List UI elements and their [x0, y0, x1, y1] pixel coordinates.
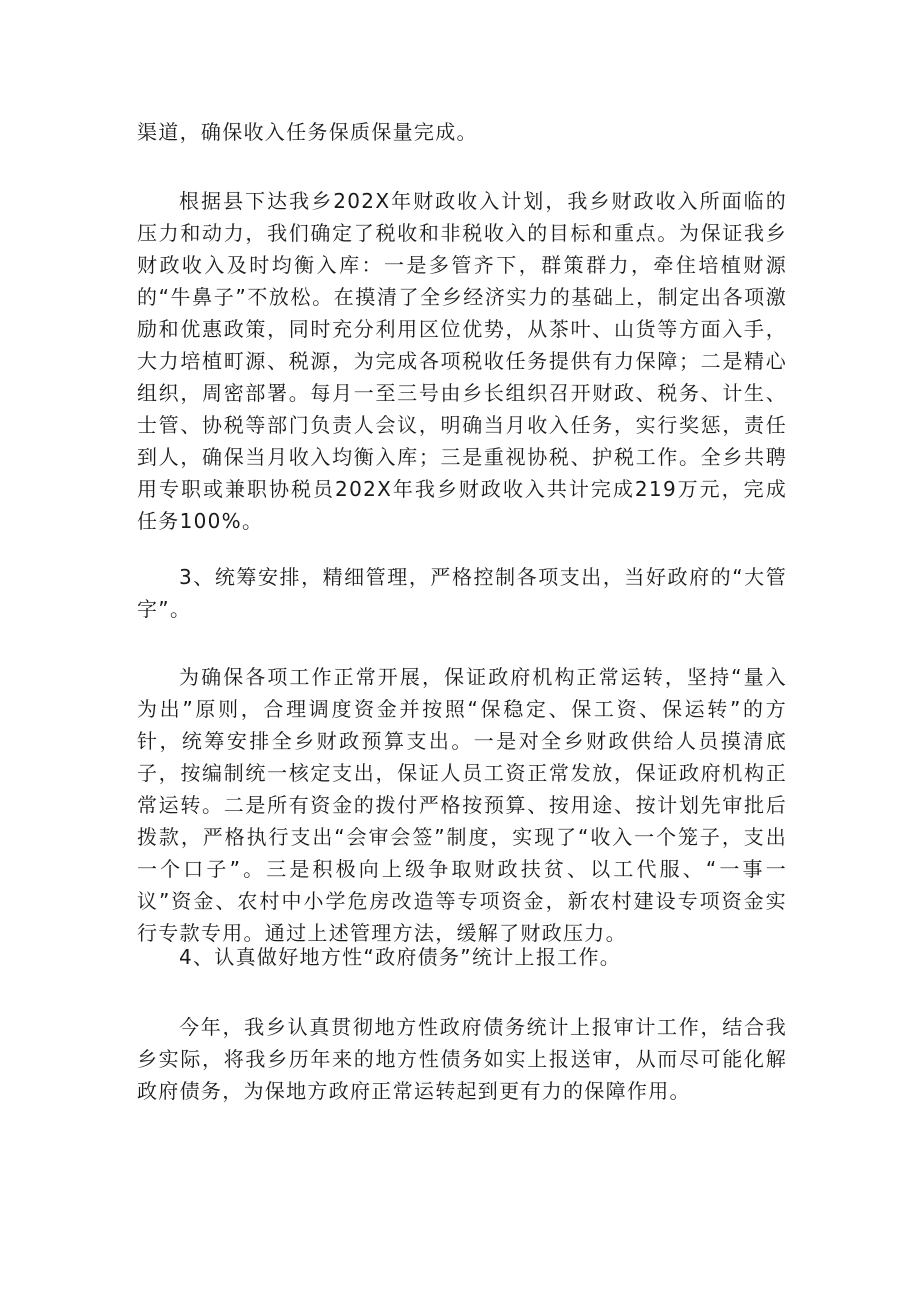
- heading-item-3: 3、统筹安排，精细管理，严格控制各项支出，当好政府的“大管字”。: [137, 565, 787, 621]
- paragraph-continuation: 渠道，确保收入任务保质保量完成。: [137, 120, 478, 144]
- paragraph-expenditure: 为确保各项工作正常开展，保证政府机构正常运转，坚持“量入为出”原则，合理调度资金并按照“保稳定、保工资、保运转”的方针，统筹安排全乡财政预算支出。一是对全乡财政供给人员摸清底子，按编制统一核定支出，保证人员工资正常发放，保证政府机构正常运转。二是所有资金的拨付严格按预算、按用途、按计划先审批后拨款，严格执行支出“会审会签”制度，实现了“收入一个笼子，支出一个口子”。三是积极向上级争取财政扶贫、以工代服、“一事一议”资金、农村中小学危房改造等专项资金，新农村建设专项资金实行专款专用。通过上述管理方法，缓解了财政压力。: [137, 665, 788, 945]
- heading-item-4: 4、认真做好地方性“政府债务”统计上报工作。: [179, 945, 622, 969]
- paragraph-revenue-plan: 根据县下达我乡202X年财政收入计划，我乡财政收入所面临的压力和动力，我们确定了税收和非税收入的目标和重点。为保证我乡财政收入及时均衡入库：一是多管齐下，群策群力，牵住培植财源的“牛鼻子”不放松。在摸清了全乡经济实力的基础上，制定出各项激励和优惠政策，同时充分利用区位优势，从茶叶、山货等方面入手，大力培植町源、税源，为完成各项税收任务提供有力保障；二是精心组织，周密部署。每月一至三号由乡长组织召开财政、税务、计生、士管、协税等部门负责人会议，明确当月收入任务，实行奖惩，责任到人，确保当月收入均衡入库；三是重视协税、护税工作。全乡共聘用专职或兼职协税员202X年我乡财政收入共计完成219万元，完成任务100%。: [137, 189, 787, 533]
- paragraph-debt-report: 今年，我乡认真贯彻地方性政府债务统计上报审计工作，结合我乡实际，将我乡历年来的地方性债务如实上报送审，从而尽可能化解政府债务，为保地方政府正常运转起到更有力的保障作用。: [137, 1015, 787, 1103]
